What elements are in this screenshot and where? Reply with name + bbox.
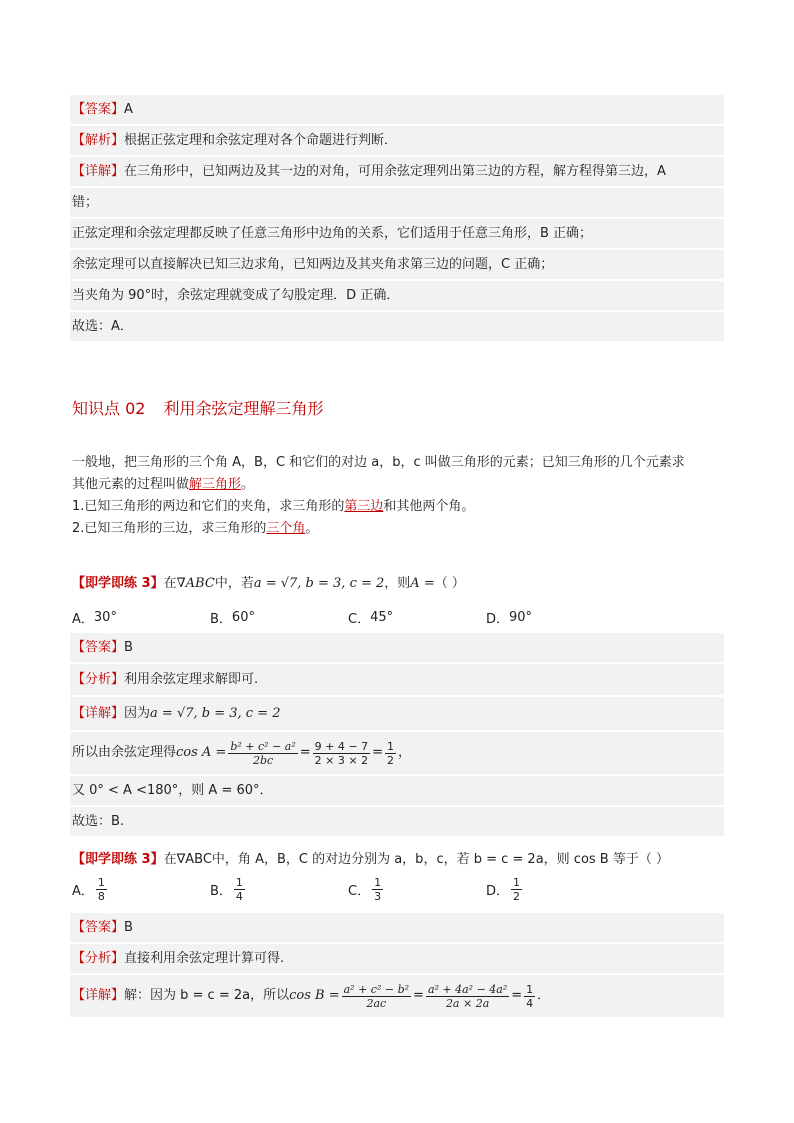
term-three-angles: 三个角 <box>266 521 306 536</box>
fraction-2 <box>313 740 370 767</box>
item-1a: 1.已知三角形的两边和它们的夹角，求三角形的 <box>72 499 345 514</box>
detail-condition: a = √7, b = 3, c = 2 <box>150 705 281 721</box>
analysis-row <box>70 126 724 157</box>
q2-analysis-row <box>70 944 724 975</box>
q1-detail-row <box>70 697 724 732</box>
q2-option-d[interactable] <box>486 876 624 903</box>
q1-text-c: ，则 <box>384 576 411 591</box>
fraction-numerator: 1 <box>374 876 382 889</box>
answer-value: B <box>124 639 133 655</box>
answer-tag: 【答案】 <box>72 101 125 117</box>
q1-choice-row <box>70 807 724 838</box>
fraction-1 <box>342 983 411 1010</box>
option-value: 90° <box>509 610 533 625</box>
cos-b: cos B = <box>289 988 340 1003</box>
analysis-text: 根据正弦定理和余弦定理对各个命题进行判断． <box>124 132 398 148</box>
intro-line-1: 一般地，把三角形的三个角 A，B，C 和它们的对边 a，b，c 叫做三角形的元素；已知三角形的几个元素求 <box>72 455 685 470</box>
item-1c: 和其他两个角。 <box>383 499 475 514</box>
option-label: B． <box>210 884 232 899</box>
detail-tag: 【详解】 <box>72 705 125 721</box>
fraction-numerator: 1 <box>526 982 534 996</box>
detail-line-2: 错； <box>72 194 99 210</box>
answer-row <box>70 95 724 126</box>
q1-option-c[interactable] <box>348 608 486 627</box>
choice-text: 故选：A． <box>72 318 133 334</box>
option-label: D． <box>486 884 510 899</box>
fraction-numerator: a² + c² − b² <box>343 982 410 996</box>
option-fraction <box>96 876 107 903</box>
q2-tag: 【即学即练 3】 <box>72 852 164 867</box>
fraction-denominator: 4 <box>235 890 243 903</box>
q1-paren: （ ） <box>434 576 465 591</box>
option-label: C． <box>348 612 371 627</box>
detail-line-3: 正弦定理和余弦定理都反映了任意三角形中边角的关系，它们适用于任意三角形，B 正确； <box>72 225 593 241</box>
fraction-2 <box>426 983 509 1010</box>
fraction-denominator: 2bc <box>252 753 274 767</box>
fraction-3 <box>385 740 396 767</box>
intro-line-2a: 其他元素的过程叫做 <box>72 477 190 492</box>
q1-ask: A = <box>410 576 435 591</box>
cos-a: cos A = <box>176 745 227 760</box>
question-2 <box>72 848 722 867</box>
q2-options <box>72 876 722 903</box>
q2-option-a[interactable] <box>72 876 210 903</box>
intro-paragraph <box>72 452 722 540</box>
answer-block-1 <box>70 95 724 343</box>
answer-value: B <box>124 919 133 935</box>
q1-analysis-row <box>70 664 724 697</box>
detail-text: 解：因为 b = c = 2a，所以 <box>124 988 290 1003</box>
answer-block-3 <box>70 913 724 1019</box>
section-title: 利用余弦定理解三角形 <box>163 399 324 418</box>
q1-answer-row <box>70 633 724 664</box>
q2-detail-row: 【详解】 解：因为 b = c = 2a，所以 cos B = $\frac{\text{a² + c² − b²}}{2ac}$ = $\frac{\text{a² + 4a² − 4a²}}{2a \times 2a}$ = $\frac{1}{4}$ ． <box>70 975 724 1019</box>
analysis-tag: 【解析】 <box>72 132 125 148</box>
detail-line-4: 余弦定理可以直接解决已知三边求角，已知两边及其夹角求第三边的问题，C 正确； <box>72 256 554 272</box>
option-label: C． <box>348 884 371 899</box>
answer-tag: 【答案】 <box>72 919 125 935</box>
intro-line-2 <box>72 474 722 496</box>
option-value: 45° <box>370 610 394 625</box>
q2-answer-row <box>70 913 724 944</box>
term-third-side: 第三边 <box>344 499 384 514</box>
section-number: 知识点 02 <box>72 399 146 418</box>
analysis-tag: 【分析】 <box>72 950 125 966</box>
detail-line-1: 在三角形中，已知两边及其一边的对角，可用余弦定理列出第三边的方程，解方程得第三边，A <box>124 163 666 179</box>
q2-text: 在∇ABC中，角 A，B，C 的对边分别为 a，b，c，若 b = c = 2a，则 cos B 等于（ ） <box>163 852 669 867</box>
q1-condition: a = √7, b = 3, c = 2 <box>253 576 385 591</box>
q1-text-b: 中，若 <box>214 576 254 591</box>
fraction-numerator: 1 <box>235 876 243 889</box>
fraction-denominator: 2ac <box>366 996 387 1010</box>
fraction-numerator: 9 + 4 − 7 <box>314 739 369 753</box>
option-value: 60° <box>231 610 255 625</box>
item-2 <box>72 518 722 540</box>
fraction-numerator: a² + 4a² − 4a² <box>427 982 508 996</box>
q1-option-b[interactable] <box>210 608 348 627</box>
option-fraction <box>372 876 383 903</box>
fraction-numerator: 1 <box>387 739 394 753</box>
option-label: D． <box>486 612 510 627</box>
analysis-text: 直接利用余弦定理计算可得. <box>124 950 285 966</box>
term-solve-triangle: 解三角形 <box>189 477 242 492</box>
question-1 <box>72 572 722 591</box>
option-label: B． <box>210 612 232 627</box>
section-heading <box>72 396 323 419</box>
option-fraction <box>234 876 245 903</box>
fraction-1 <box>228 740 297 767</box>
analysis-tag: 【分析】 <box>72 671 125 687</box>
range-text: 又 0° < A <180°，则 A = 60°． <box>72 782 273 798</box>
detail-line-2-row <box>70 188 724 219</box>
item-1 <box>72 496 722 518</box>
choice-row <box>70 312 724 343</box>
fraction-numerator: 1 <box>97 876 105 889</box>
q1-triangle: ∇ABC <box>176 576 215 591</box>
option-value: 30° <box>93 610 117 625</box>
fraction-denominator: 2 <box>387 753 394 767</box>
derivation-text: 所以由余弦定理得 <box>72 745 177 760</box>
q1-tag: 【即学即练 3】 <box>72 576 164 591</box>
q1-range-row <box>70 776 724 807</box>
fraction-denominator: 2 × 3 × 2 <box>314 753 369 767</box>
fraction-3 <box>524 983 535 1010</box>
answer-value: A <box>124 101 133 117</box>
q2-option-c[interactable] <box>348 876 486 903</box>
answer-block-2 <box>70 633 724 838</box>
fraction-denominator: 4 <box>526 996 534 1010</box>
q1-option-d[interactable] <box>486 608 624 627</box>
fraction-numerator: 1 <box>513 876 521 889</box>
intro-line-2c: 。 <box>241 477 255 492</box>
detail-tag: 【详解】 <box>72 163 125 179</box>
option-label: A． <box>72 884 94 899</box>
detail-line-3-row <box>70 219 724 250</box>
fraction-denominator: 3 <box>374 890 382 903</box>
fraction-numerator: b² + c² − a² <box>230 739 296 753</box>
fraction-denominator: 2a × 2a <box>445 996 490 1010</box>
analysis-text: 利用余弦定理求解即可. <box>124 671 259 687</box>
q1-derivation-row: 所以由余弦定理得 cos A = $\frac{\text{b² + c² − a²}}{2bc}$ = $\frac{9 + 4 - 7}{2 \times 3 \times 2}$ = $\frac{1}{2}$ ， <box>70 732 724 776</box>
detail-line-4-row <box>70 250 724 281</box>
q2-option-b[interactable] <box>210 876 348 903</box>
option-fraction <box>511 876 522 903</box>
item-2a: 2.已知三角形的三边，求三角形的 <box>72 521 267 536</box>
detail-row <box>70 157 724 188</box>
choice-text: 故选：B. <box>72 813 125 829</box>
fraction-denominator: 8 <box>97 890 105 903</box>
detail-line-5: 当夹角为 90°时，余弦定理就变成了勾股定理．D 正确． <box>72 287 400 303</box>
item-2c: 。 <box>305 521 319 536</box>
fraction-denominator: 2 <box>513 890 521 903</box>
detail-text: 因为 <box>124 705 151 721</box>
answer-tag: 【答案】 <box>72 639 125 655</box>
q1-text-a: 在 <box>163 576 177 591</box>
q1-options <box>72 608 722 627</box>
q1-option-a[interactable] <box>72 608 210 627</box>
detail-tag: 【详解】 <box>72 988 125 1003</box>
detail-line-5-row <box>70 281 724 312</box>
option-label: A． <box>72 612 94 627</box>
